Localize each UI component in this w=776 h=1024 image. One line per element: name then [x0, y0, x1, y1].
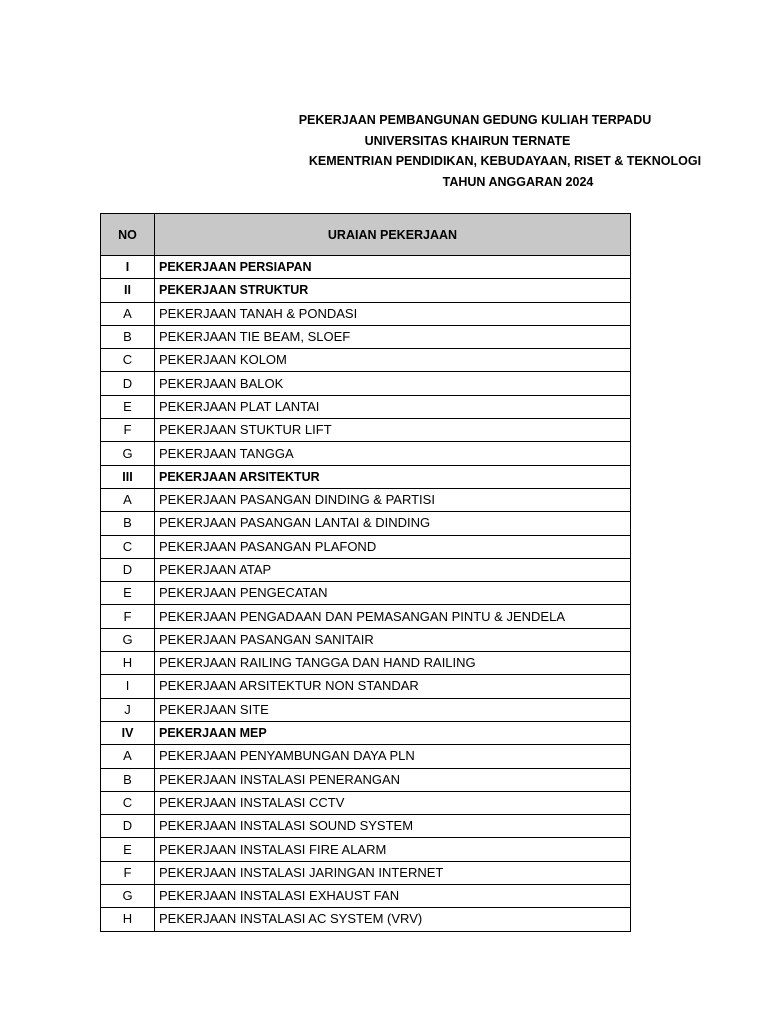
item-description: PEKERJAAN TIE BEAM, SLOEF [155, 325, 631, 348]
item-number: IV [101, 721, 155, 744]
table-row [101, 675, 631, 698]
item-number: D [101, 558, 155, 581]
table-row [101, 512, 631, 535]
table-row [101, 488, 631, 511]
table-row [101, 791, 631, 814]
table-row [101, 395, 631, 418]
table-row [101, 885, 631, 908]
item-number: I [101, 256, 155, 279]
fiscal-year: TAHUN ANGGARAN 2024 [442, 174, 594, 189]
table-row [101, 558, 631, 581]
item-description: PEKERJAAN PENGADAAN DAN PEMASANGAN PINTU & JENDELA [155, 605, 631, 628]
item-number: E [101, 582, 155, 605]
item-number: J [101, 698, 155, 721]
item-description: PEKERJAAN PASANGAN SANITAIR [155, 628, 631, 651]
item-number: A [101, 745, 155, 768]
table-row [101, 698, 631, 721]
item-number: F [101, 419, 155, 442]
item-description: PEKERJAAN BALOK [155, 372, 631, 395]
item-description: PEKERJAAN INSTALASI PENERANGAN [155, 768, 631, 791]
item-description: PEKERJAAN STUKTUR LIFT [155, 419, 631, 442]
item-description: PEKERJAAN PENGECATAN [155, 582, 631, 605]
ministry-name: KEMENTRIAN PENDIDIKAN, KEBUDAYAAN, RISET & TEKNOLOGI [308, 154, 702, 168]
item-number: G [101, 442, 155, 465]
item-description: PEKERJAAN ARSITEKTUR [155, 465, 631, 488]
work-items-table [100, 213, 631, 932]
table-row [101, 302, 631, 325]
item-number: A [101, 488, 155, 511]
item-description: PEKERJAAN INSTALASI SOUND SYSTEM [155, 815, 631, 838]
item-number: F [101, 605, 155, 628]
item-description: PEKERJAAN PASANGAN LANTAI & DINDING [155, 512, 631, 535]
document-header [260, 110, 702, 192]
section-row [101, 256, 631, 279]
table-row [101, 908, 631, 931]
project-title: PEKERJAAN PEMBANGUNAN GEDUNG KULIAH TERPADU [298, 113, 652, 127]
table-row [101, 442, 631, 465]
item-description: PEKERJAAN PERSIAPAN [155, 256, 631, 279]
item-description: PEKERJAAN PENYAMBUNGAN DAYA PLN [155, 745, 631, 768]
item-description: PEKERJAAN PASANGAN PLAFOND [155, 535, 631, 558]
item-number: B [101, 768, 155, 791]
table-row [101, 652, 631, 675]
section-row [101, 279, 631, 302]
table-body [101, 256, 631, 932]
item-description: PEKERJAAN KOLOM [155, 349, 631, 372]
item-number: E [101, 395, 155, 418]
item-number: H [101, 908, 155, 931]
table-row [101, 349, 631, 372]
table-row [101, 372, 631, 395]
item-description: PEKERJAAN INSTALASI EXHAUST FAN [155, 885, 631, 908]
item-number: C [101, 791, 155, 814]
item-number: G [101, 885, 155, 908]
item-description: PEKERJAAN INSTALASI FIRE ALARM [155, 838, 631, 861]
section-row [101, 465, 631, 488]
item-description: PEKERJAAN INSTALASI AC SYSTEM (VRV) [155, 908, 631, 931]
item-number: G [101, 628, 155, 651]
table-row [101, 628, 631, 651]
table-row [101, 605, 631, 628]
item-number: E [101, 838, 155, 861]
table-row [101, 815, 631, 838]
item-description: PEKERJAAN STRUKTUR [155, 279, 631, 302]
item-description: PEKERJAAN TANGGA [155, 442, 631, 465]
item-description: PEKERJAAN MEP [155, 721, 631, 744]
table-row [101, 768, 631, 791]
item-description: PEKERJAAN PLAT LANTAI [155, 395, 631, 418]
item-description: PEKERJAAN ARSITEKTUR NON STANDAR [155, 675, 631, 698]
table-row [101, 861, 631, 884]
item-number: D [101, 815, 155, 838]
item-number: F [101, 861, 155, 884]
table-row [101, 535, 631, 558]
table-row [101, 838, 631, 861]
table-row [101, 325, 631, 348]
table-header-row [101, 214, 631, 256]
item-number: B [101, 325, 155, 348]
item-description: PEKERJAAN RAILING TANGGA DAN HAND RAILING [155, 652, 631, 675]
university-name: UNIVERSITAS KHAIRUN TERNATE [364, 133, 571, 148]
table-row [101, 419, 631, 442]
column-header-description: URAIAN PEKERJAAN [155, 214, 631, 256]
item-description: PEKERJAAN SITE [155, 698, 631, 721]
item-number: I [101, 675, 155, 698]
item-number: II [101, 279, 155, 302]
item-number: III [101, 465, 155, 488]
table-row [101, 745, 631, 768]
item-description: PEKERJAAN PASANGAN DINDING & PARTISI [155, 488, 631, 511]
table-row [101, 582, 631, 605]
section-row [101, 721, 631, 744]
item-description: PEKERJAAN ATAP [155, 558, 631, 581]
item-number: C [101, 349, 155, 372]
item-number: C [101, 535, 155, 558]
item-number: A [101, 302, 155, 325]
item-number: B [101, 512, 155, 535]
item-description: PEKERJAAN INSTALASI JARINGAN INTERNET [155, 861, 631, 884]
item-description: PEKERJAAN INSTALASI CCTV [155, 791, 631, 814]
item-number: H [101, 652, 155, 675]
item-description: PEKERJAAN TANAH & PONDASI [155, 302, 631, 325]
column-header-no: NO [101, 214, 155, 256]
item-number: D [101, 372, 155, 395]
